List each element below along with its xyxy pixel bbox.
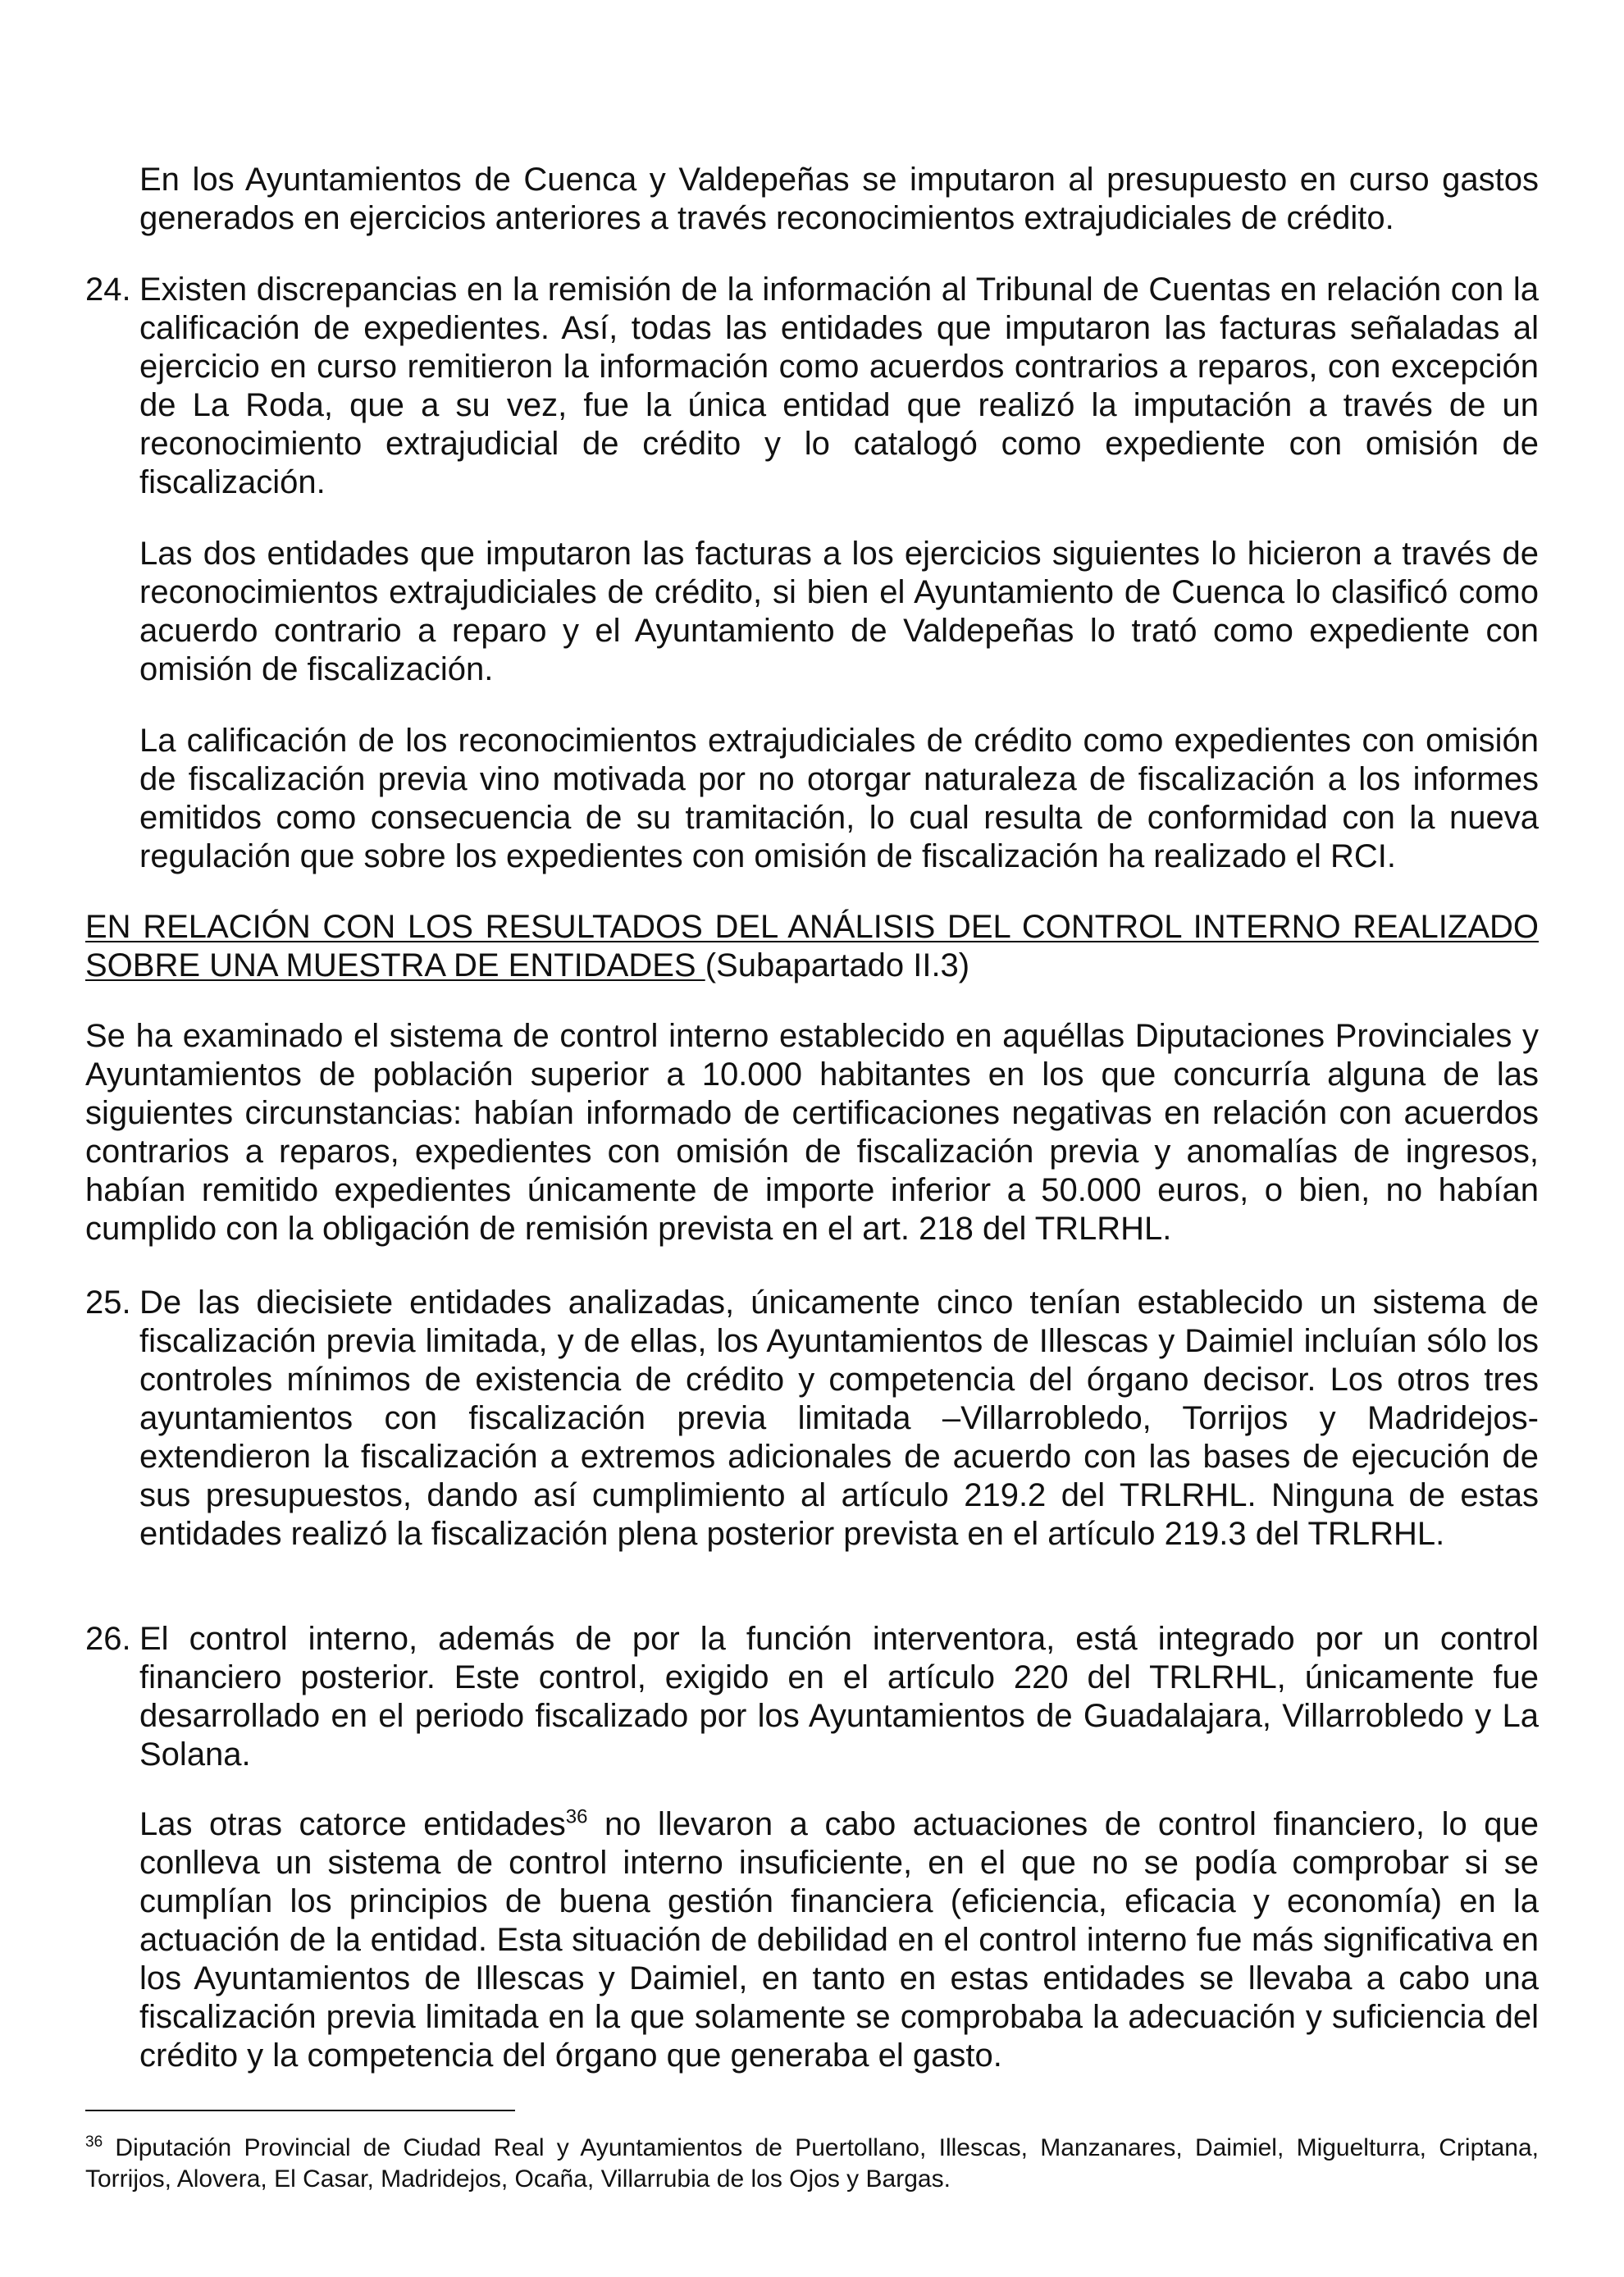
paragraph-examinado: Se ha examinado el sistema de control interno establecido en aquéllas Diputaciones Provinciales y Ayuntamientos de población superior a 10.000 habitantes en los que concurría alguna de las siguientes circunstancias: habían informado de certificaciones negativas en relación con acuerdos contrarios a reparos, expedientes con omisión de fiscalización previa y anomalías de ingresos, habían remitido expedientes únicamente de importe inferior a 50.000 euros, o bien, no habían cumplido con la obligación de remisión prevista en el art. 218 del TRLRHL. xyxy=(85,1018,1539,1247)
item-26-number: 26. xyxy=(85,1621,131,1657)
section-heading-title: EN RELACIÓN CON LOS RESULTADOS DEL ANÁLISIS DEL CONTROL INTERNO REALIZADO SOBRE UNA MUESTRA DE ENTIDADES xyxy=(85,909,1539,983)
paragraph-dos-entidades: Las dos entidades que imputaron las facturas a los ejercicios siguientes lo hicieron a través de reconocimientos extrajudiciales de crédito, si bien el Ayuntamiento de Cuenca lo clasificó como acuerdo contrario a reparo y el Ayuntamiento de Valdepeñas lo trató como expediente con omisión de fiscalización. xyxy=(139,536,1539,687)
footnote xyxy=(85,2133,1539,2195)
section-heading xyxy=(85,908,1539,985)
item-24-number: 24. xyxy=(85,272,131,308)
paragraph-calificacion: La calificación de los reconocimientos extrajudiciales de crédito como expedientes con omisión de fiscalización previa vino motivada por no otorgar naturaleza de fiscalización a los informes emitidos como consecuencia de su tramitación, lo cual resulta de conformidad con la nueva regulación que sobre los expedientes con omisión de fiscalización ha realizado el RCI. xyxy=(139,723,1539,874)
section-heading-subsection: (Subapartado II.3) xyxy=(705,947,970,983)
item-26-text: El control interno, además de por la función interventora, está integrado por un control financiero posterior. Este control, exigido en el artículo 220 del TRLRHL, únicamente fue desarrollado en el periodo fiscalizado por los Ayuntamientos de Guadalajara, Villarrobledo y La Solana. xyxy=(139,1621,1539,1773)
paragraph-catorce xyxy=(139,1805,1539,2075)
footnote-reference[interactable]: 36 xyxy=(565,1805,588,1828)
item-25-number: 25. xyxy=(85,1285,131,1321)
paragraph-catorce-rest: no llevaron a cabo actuaciones de control financiero, lo que conlleva un sistema de control interno insuficiente, en el que no se podía comprobar si se cumplían los principios de buena gestión financiera (eficiencia, eficacia y economía) en la actuación de la entidad. Esta situación de debilidad en el control interno fue más significativa en los Ayuntamientos de Illescas y Daimiel, en tanto en estas entidades se llevaba a cabo una fiscalización previa limitada en la que solamente se comprobaba la adecuación y suficiencia del crédito y la competencia del órgano que generaba el gasto. xyxy=(139,1806,1539,2074)
footnote-text: Diputación Provincial de Ciudad Real y Ayuntamientos de Puertollano, Illescas, Manzanares, Daimiel, Miguelturra, Criptana, Torrijos, Alovera, El Casar, Madridejos, Ocaña, Villarrubia de los Ojos y Bargas. xyxy=(85,2134,1539,2193)
footnote-number: 36 xyxy=(85,2133,103,2151)
footnote-divider xyxy=(85,2110,515,2111)
paragraph-intro: En los Ayuntamientos de Cuenca y Valdepeñas se imputaron al presupuesto en curso gastos generados en ejercicios anteriores a través reconocimientos extrajudiciales de crédito. xyxy=(139,162,1539,236)
paragraph-catorce-start: Las otras catorce entidades xyxy=(139,1806,566,1842)
item-24-text: Existen discrepancias en la remisión de la información al Tribunal de Cuentas en relación con la calificación de expedientes. Así, todas las entidades que imputaron las facturas señaladas al ejercicio en curso remitieron la información como acuerdos contrarios a reparos, con excepción de La Roda, que a su vez, fue la única entidad que realizó la imputación a través de un reconocimiento extrajudicial de crédito y lo catalogó como expediente con omisión de fiscalización. xyxy=(139,272,1539,500)
item-25-text: De las diecisiete entidades analizadas, únicamente cinco tenían establecido un sistema de fiscalización previa limitada, y de ellas, los Ayuntamientos de Illescas y Daimiel incluían sólo los controles mínimos de existencia de crédito y competencia del órgano decisor. Los otros tres ayuntamientos con fiscalización previa limitada –Villarrobledo, Torrijos y Madridejos- extendieron la fiscalización a extremos adicionales de acuerdo con las bases de ejecución de sus presupuestos, dando así cumplimiento al artículo 219.2 del TRLRHL. Ninguna de estas entidades realizó la fiscalización plena posterior prevista en el artículo 219.3 del TRLRHL. xyxy=(139,1285,1539,1552)
